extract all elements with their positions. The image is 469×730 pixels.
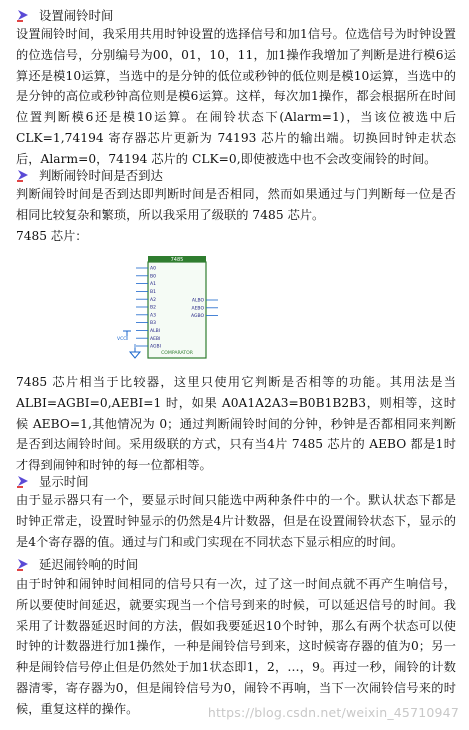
pin-label: AGBI	[150, 344, 161, 350]
arrow-bullet-icon	[16, 8, 30, 22]
pin-label: A2	[150, 297, 156, 303]
pin-label: A1	[150, 282, 156, 288]
arrow-bullet-icon	[16, 474, 30, 488]
ground-symbol	[130, 348, 140, 358]
section-heading-display-time	[16, 472, 89, 490]
heading-text: 设置闹铃时间	[39, 8, 114, 23]
paragraph-display-time: 由于显示器只有一个，要显示时间只能选中两种条件中的一个。默认状态下都是时钟正常走，设置时钟显示的仍然是4片计数器，但是在设置闹铃状态下，显示的是4个寄存器的值。通过与门和或门实现在不同状态下显示相应的时间。	[16, 493, 456, 549]
paragraph-7485-usage: 7485 芯片相当于比较器，这里只使用它判断是否相等的功能。其用法是当ALBI=AGBI=0,AEBI=1 时，如果 A0A1A2A3=B0B1B2B3，则相等，这时候 AEBO=1,其他情况为 0；通过判断闹铃时间的分钟，秒钟是否都相同来判断是否到达闹铃时间。采用级联的方式，只有当4片 7485 芯片的 AEBO 都是1时才得到闹钟和时钟的每一位都相等。	[16, 375, 456, 473]
arrow-bullet-icon	[16, 168, 30, 182]
heading-text: 延迟闹铃响的时间	[39, 557, 139, 572]
section-heading-delay-alarm	[16, 555, 138, 573]
pin-label: AEBO	[191, 306, 204, 312]
pin-label: B2	[150, 305, 156, 311]
pin-label: AEBI	[150, 336, 161, 342]
paragraph-delay-alarm: 由于时钟和闹钟时间相同的信号只有一次，过了这一时间点就不再产生响信号，所以要使时间延迟，就要实现当一个信号到来的时候，可以延迟信号的时间。我采用了计数器延迟时间的方法，假如我要延迟10个时钟，那么有两个状态可以使时钟的计数器进行加1操作，一种是闹铃信号到来，这时候寄存器的值为0；另一种是闹铃信号停止但是仍然处于加1状态即1，2，…，9。再过一秒，闹铃的计数器清零，寄存器为0，但是闹铃信号为0，闹铃不再响，当下一次闹铃信号来的时候，重复这样的操作。	[16, 577, 456, 716]
chip-7485-diagram	[100, 248, 250, 366]
vcc-label: VCC	[117, 337, 127, 342]
chip-caption: COMPARATOR	[161, 351, 193, 356]
vcc-symbol	[117, 331, 131, 342]
pin-label: ALBO	[191, 298, 204, 304]
pin-label: A0	[150, 266, 156, 272]
chip-title: 7485	[170, 257, 184, 263]
arrow-bullet-icon	[16, 557, 30, 571]
pin-label: AGBO	[190, 314, 204, 320]
pin-label: B3	[150, 321, 156, 327]
pin-label: B1	[150, 290, 156, 295]
heading-text: 判断闹铃时间是否到达	[39, 168, 163, 183]
section-heading-alarm-setting	[16, 6, 113, 24]
pin-label: ALBI	[150, 329, 160, 334]
figure-label: 7485 芯片：	[16, 229, 88, 243]
paragraph-alarm-setting: 设置闹铃时间，我采用共用时钟设置的选择信号和加1信号。位选信号为时钟设置的位选信号，分别编号为00，01，10，11，加1操作我增加了判断是进行模6运算还是模10运算，当选中的是分钟的低位或秒钟的低位则是模10运算，当选中的是分钟的高位或秒钟高位则是模6运算。这样，每次加1操作，都会根据所在时间位置判断模6还是模10运算。在闹铃状态下(Alarm=1)，当该位被选中后CLK=1,74194 寄存器芯片更新为 74193 芯片的输出端。切换回时钟走状态后，Alarm=0，74194 芯片的 CLK=0,即使被选中也不会改变闹铃的时间。	[16, 27, 456, 166]
watermark: https://blog.csdn.net/weixin_45710947	[207, 705, 459, 720]
pin-label: A3	[150, 313, 156, 319]
pin-label: B0	[150, 274, 156, 280]
paragraph-alarm-check: 判断闹铃时间是否到达即判断时间是否相同，然而如果通过与门判断每一位是否相同比较复杂和繁琐，所以我采用了级联的 7485 芯片。	[16, 187, 456, 222]
section-heading-alarm-check	[16, 166, 163, 184]
heading-text: 显示时间	[39, 474, 89, 489]
